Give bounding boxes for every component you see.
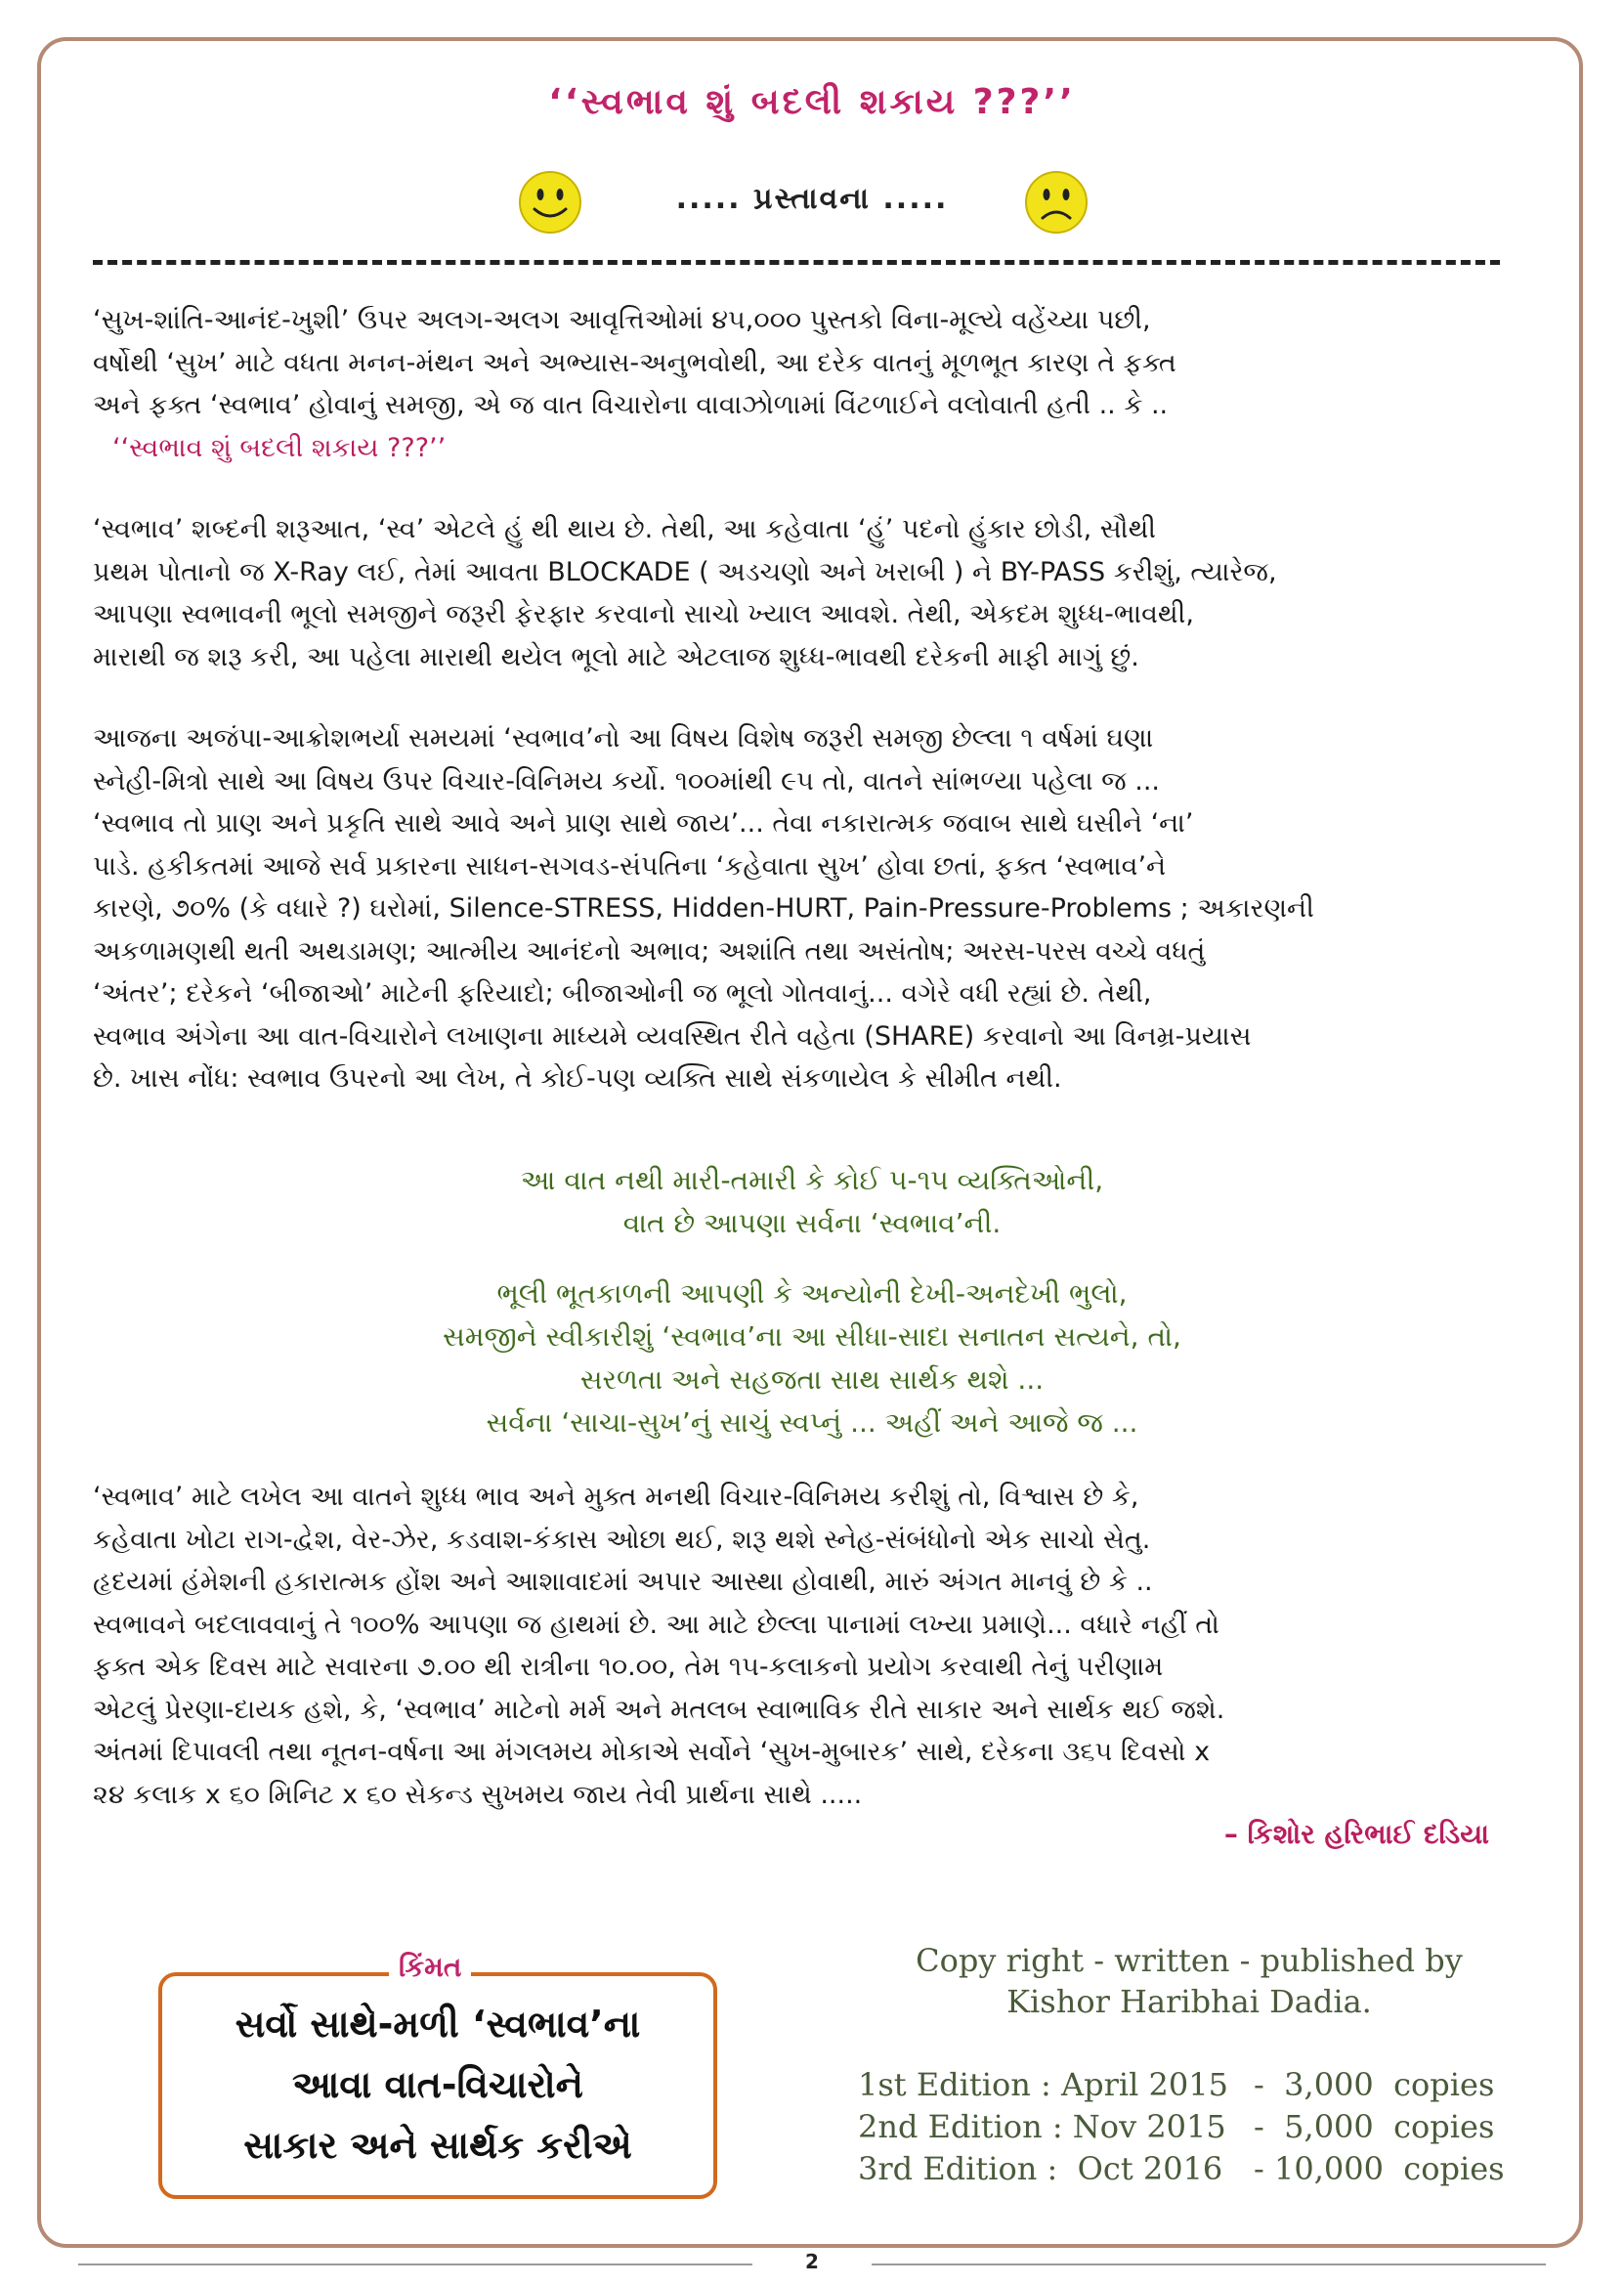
edition-name: 2nd Edition : Nov 2015 [858, 2108, 1226, 2145]
paragraph-line: એટલું પ્રેરણા-દાયક હશે, કે, ‘સ્વભાવ’ માટેનો મર્મ અને મતલબ સ્વાભાવિક રીતે સાકાર અને સાર્થક થઈ જશે. [93, 1694, 1225, 1725]
paragraph-line: ‘સ્વભાવ’ માટે લખેલ આ વાતને શુધ્ધ ભાવ અને મુક્ત મનથી વિચાર-વિનિમય કરીશું તો, વિશ્વાસ છે કે, [93, 1482, 1139, 1512]
poem-line: સમજીને સ્વીકારીશું ‘સ્વભાવ’ના આ સીધા-સાદા સનાતન સત્યને, તો, [443, 1320, 1181, 1353]
poem-line: ભૂલી ભૂતકાળની આપણી કે અન્યોની દેખી-અનદેખી ભુલો, [496, 1277, 1128, 1310]
closing-paragraph [93, 1476, 1539, 1816]
poem-stanza-1 [0, 1159, 1624, 1245]
poem-line: સર્વના ‘સાચા-સુખ’નું સાચું સ્વપ્નું ... અહીં અને આજે જ ... [486, 1406, 1138, 1439]
edition-row [858, 2064, 1505, 2106]
paragraph-line: ‘સ્વભાવ’ શબ્દની શરૂઆત, ‘સ્વ’ એટલે હું થી થાય છે. તેથી, આ કહેવાતા ‘હું’ પદનો હુંકાર છોડી, સૌથી [93, 514, 1157, 544]
paragraph-2 [93, 508, 1539, 678]
paragraph-line: અંતમાં દિપાવલી તથા નૂતન-વર્ષના આ મંગલમય મોકાએ સર્વોને ‘સુખ-મુબારક’ સાથે, દરેકના ૩૬૫ દિવસો x [93, 1737, 1211, 1767]
paragraph-line: ફક્ત એક દિવસ માટે સવારના ૭.૦૦ થી રાત્રીના ૧૦.૦૦, તેમ ૧૫-કલાકનો પ્રયોગ કરવાથી તેનું પરીણામ [93, 1652, 1164, 1682]
page-number: 2 [0, 2250, 1624, 2273]
paragraph-1 [93, 299, 1539, 469]
edition-name: 3rd Edition : Oct 2016 [858, 2150, 1223, 2187]
paragraph-line: ‘સ્વભાવ તો પ્રાણ અને પ્રકૃતિ સાથે આવે અને પ્રાણ સાથે જાય’... તેવા નકારાત્મક જવાબ સાથે ઘસીને ‘ના’ [93, 808, 1194, 839]
paragraph-line: હૃદયમાં હંમેશની હકારાત્મક હોંશ અને આશાવાદમાં અપાર આસ્થા હોવાથી, મારું અંગત માનવું છે કે .. [93, 1567, 1153, 1597]
price-box-text [158, 1994, 717, 2176]
edition-copies: - 10,000 copies [1254, 2150, 1505, 2187]
poem-stanza-2 [0, 1272, 1624, 1444]
highlight-question: ‘‘સ્વભાવ શું બદલી શકાય ???’’ [112, 432, 447, 463]
paragraph-line: પાડે. હકીકતમાં આજે સર્વ પ્રકારના સાધન-સગવડ-સંપતિના ‘કહેવાતા સુખ’ હોવા છતાં, ફક્ત ‘સ્વભાવ’ને [93, 850, 1167, 882]
paragraph-line: કહેવાતા ખોટા રાગ-દ્વેશ, વેર-ઝેર, કડવાશ-કંકાસ ઓછા થઈ, શરૂ થશે સ્નેહ-સંબંધોનો એક સાચો સેતુ. [93, 1524, 1151, 1555]
paragraph-line: અને ફક્ત ‘સ્વભાવ’ હોવાનું સમજી, એ જ વાત વિચારોના વાવાઝોળામાં વિંટળાઈને વલોવાતી હતી .. કે .. [93, 390, 1169, 420]
sad-face-icon [1024, 170, 1089, 235]
paragraph-line: વર્ષોથી ‘સુખ’ માટે વધતા મનન-મંથન અને અભ્યાસ-અનુભવોથી, આ દરેક વાતનું મૂળભૂત કારણ તે ફક્ત [93, 347, 1176, 378]
editions-list [858, 2064, 1505, 2190]
edition-row [858, 2106, 1505, 2148]
poem-line: વાત છે આપણા સર્વના ‘સ્વભાવ’ની. [622, 1207, 1002, 1239]
paragraph-3 [93, 717, 1539, 1100]
price-line: સર્વો સાથે-મળી ‘સ્વભાવ’ના [235, 2003, 641, 2046]
price-line: આવા વાત-વિચારોને [292, 2063, 583, 2106]
poem-line: સરળતા અને સહજતા સાથ સાર્થક થશે ... [579, 1363, 1045, 1396]
paragraph-line: ૨૪ કલાક x ૬૦ મિનિટ x ૬૦ સેકન્ડ સુખમય જાય તેવી પ્રાર્થના સાથે ..... [93, 1779, 863, 1810]
paragraph-line: ‘સુખ-શાંતિ-આનંદ-ખુશી’ ઉપર અલગ-અલગ આવૃત્તિઓમાં ૪૫,૦૦૦ પુસ્તકો વિના-મૂલ્યે વહેંચ્યા પછી, [93, 305, 1151, 335]
paragraph-line: છે. ખાસ નોંધ: સ્વભાવ ઉપરનો આ લેખ, તે કોઈ-પણ વ્યક્તિ સાથે સંકળાયેલ કે સીમીત નથી. [93, 1063, 1062, 1094]
dashed-divider [93, 260, 1500, 265]
preface-heading: ..... પ્રસ્તાવના ..... [675, 182, 949, 216]
paragraph-line: ‘અંતર’; દરેકને ‘બીજાઓ’ માટેની ફરિયાદો; બીજાઓની જ ભૂલો ગોતવાનું... વગેરે વધી રહ્યાં છે. તેથી, [93, 978, 1152, 1009]
paragraph-line: કારણે, ૭૦% (કે વધારે ?) ઘરોમાં, Silence-STRESS, Hidden-HURT, Pain-Pressure-Problems ; અકારણની [93, 893, 1314, 924]
paragraph-line: પ્રથમ પોતાનો જ X-Ray લઈ, તેમાં આવતા BLOCKADE ( અડચણો અને ખરાબી ) ને BY-PASS કરીશું, ત્યારેજ, [93, 556, 1277, 587]
poem-line: આ વાત નથી મારી-તમારી કે કોઈ ૫-૧૫ વ્યક્તિઓની, [520, 1164, 1104, 1196]
price-label: કિંમત [389, 1951, 471, 1984]
page-title: ‘‘સ્વભાવ શું બદલી શકાય ???’’ [548, 82, 1076, 122]
price-line: સાકાર અને સાર્થક કરીએ [243, 2124, 632, 2167]
copyright-line: Copy right - written - published by [916, 1942, 1463, 1979]
edition-row [858, 2148, 1505, 2190]
paragraph-line: આપણા સ્વભાવની ભૂલો સમજીને જરૂરી ફેરફાર કરવાનો સાચો ખ્યાલ આવશે. તેથી, એકદમ શુધ્ધ-ભાવથી, [93, 599, 1194, 629]
edition-copies: - 3,000 copies [1254, 2066, 1495, 2103]
paragraph-line: આજના અજંપા-આક્રોશભર્યા સમયમાં ‘સ્વભાવ’નો આ વિષય વિશેષ જરૂરી સમજી છેલ્લા ૧ વર્ષમાં ઘણા [93, 723, 1154, 754]
paragraph-line: સ્નેહી-મિત્રો સાથે આ વિષય ઉપર વિચાર-વિનિમય કર્યો. ૧૦૦માંથી ૯૫ તો, વાતને સાંભળ્યા પહેલા જ ... [93, 765, 1161, 797]
edition-copies: - 5,000 copies [1254, 2108, 1495, 2145]
paragraph-line: મારાથી જ શરૂ કરી, આ પહેલા મારાથી થયેલ ભૂલો માટે એટલાજ શુધ્ધ-ભાવથી દરેકની માફી માગું છું. [93, 641, 1139, 672]
paragraph-line: સ્વભાવ અંગેના આ વાત-વિચારોને લખાણના માધ્યમે વ્યવસ્થિત રીતે વહેતા (SHARE) કરવાનો આ વિનમ્ર-પ્રયાસ [93, 1020, 1252, 1052]
paragraph-line: સ્વભાવને બદલાવવાનું તે ૧૦૦% આપણા જ હાથમાં છે. આ માટે છેલ્લા પાનામાં લખ્યા પ્રમાણે... વધારે નહીં તો [93, 1609, 1219, 1640]
edition-name: 1st Edition : April 2015 [858, 2066, 1228, 2103]
paragraph-line: અકળામણથી થતી અથડામણ; આત્મીય આનંદનો અભાવ; અશાંતિ તથા અસંતોષ; અરસ-પરસ વચ્ચે વધતું [93, 935, 1206, 967]
copyright-notice [891, 1940, 1487, 2022]
copyright-line: Kishor Haribhai Dadia. [1006, 1983, 1372, 2020]
author-signature: – કિશોર હરિભાઈ દડિયા [1223, 1818, 1489, 1850]
